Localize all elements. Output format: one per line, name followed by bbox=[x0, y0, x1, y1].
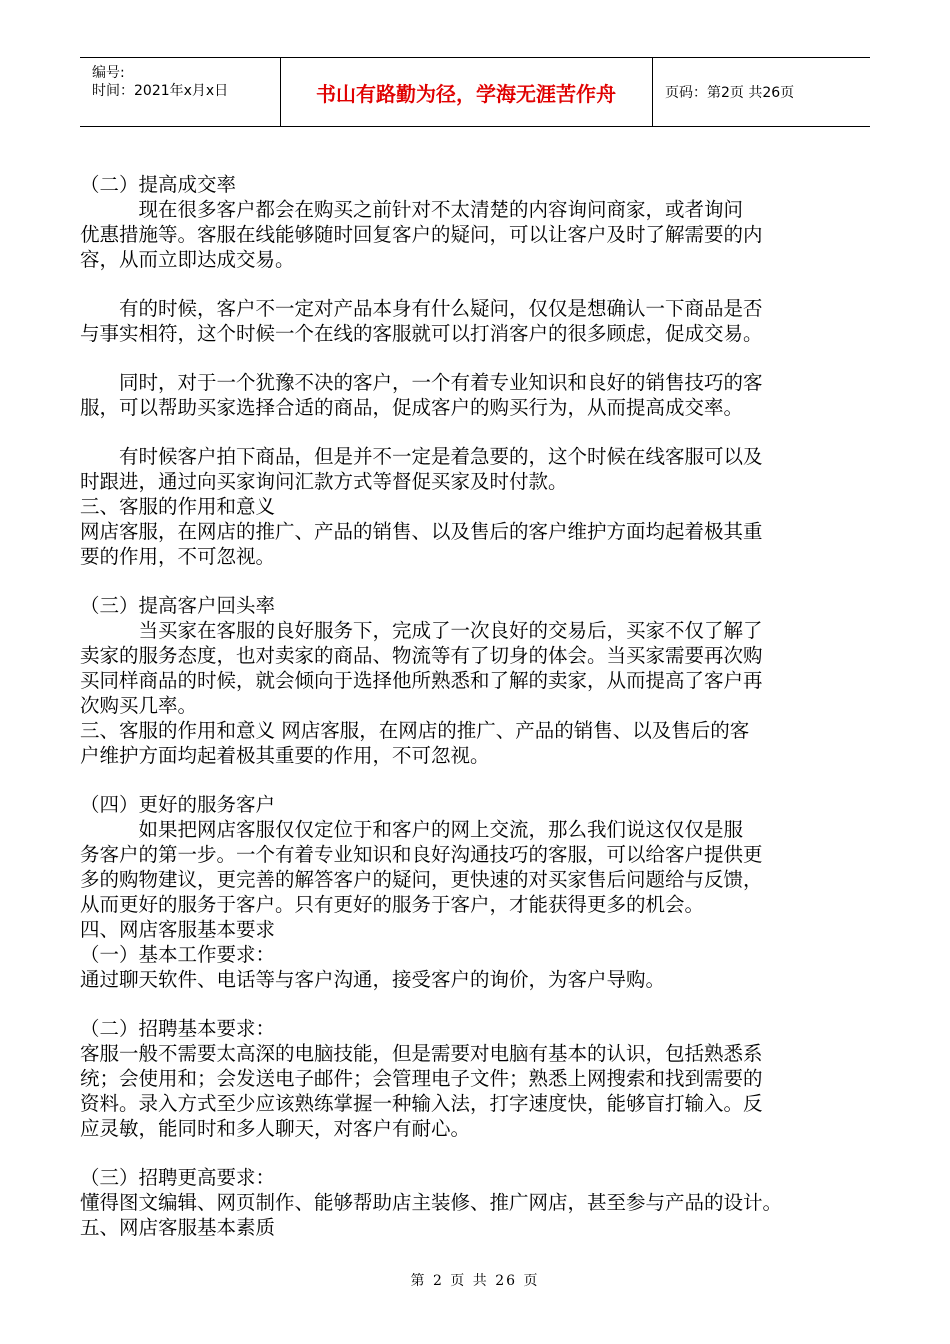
paragraph-gap bbox=[80, 1141, 875, 1165]
text-line: 买同样商品的时候，就会倾向于选择他所熟悉和了解的卖家，从而提高了客户再 bbox=[80, 669, 763, 692]
text-line: 优惠措施等。客服在线能够随时回复客户的疑问，可以让客户及时了解需要的内 bbox=[80, 223, 763, 246]
text-line: 应灵敏，能同时和多人聊天，对客户有耐心。 bbox=[80, 1117, 471, 1140]
text-line: （二）提高成交率 bbox=[80, 173, 237, 196]
text-line: 三、客服的作用和意义 bbox=[80, 495, 276, 518]
text-line: 通过聊天软件、电话等与客户沟通，接受客户的询价，为客户导购。 bbox=[80, 968, 666, 991]
header-page-info: 页码：第2页 共26页 bbox=[665, 85, 795, 101]
text-line: 卖家的服务态度，也对卖家的商品、物流等有了切身的体会。当买家需要再次购 bbox=[80, 644, 763, 667]
paragraph-gap bbox=[80, 346, 875, 370]
text-line: 与事实相符，这个时候一个在线的客服就可以打消客户的很多顾虑，促成交易。 bbox=[80, 322, 763, 345]
text-line: 户维护方面均起着极其重要的作用，不可忽视。 bbox=[80, 744, 490, 767]
text-line: 资料。录入方式至少应该熟练掌握一种输入法，打字速度快，能够盲打输入。反 bbox=[80, 1092, 763, 1115]
text-line: 同时，对于一个犹豫不决的客户，一个有着专业知识和良好的销售技巧的客 bbox=[80, 371, 763, 394]
time-label: 时间：2021年x月x日 bbox=[92, 83, 229, 99]
text-line: 客服一般不需要太高深的电脑技能，但是需要对电脑有基本的认识，包括熟悉系 bbox=[80, 1042, 763, 1065]
paragraph-gap bbox=[80, 569, 875, 593]
text-line: （三）提高客户回头率 bbox=[80, 594, 276, 617]
text-line: 当买家在客服的良好服务下，完成了一次良好的交易后，买家不仅了解了 bbox=[80, 619, 763, 642]
text-line: 服，可以帮助买家选择合适的商品，促成客户的购买行为，从而提高成交率。 bbox=[80, 396, 744, 419]
text-line: 如果把网店客服仅仅定位于和客户的网上交流，那么我们说这仅仅是服 bbox=[80, 818, 744, 841]
text-line: 从而更好的服务于客户。只有更好的服务于客户，才能获得更多的机会。 bbox=[80, 893, 705, 916]
text-line: 现在很多客户都会在购买之前针对不太清楚的内容询问商家，或者询问 bbox=[80, 198, 744, 221]
text-line: （一）基本工作要求： bbox=[80, 943, 276, 966]
header-motto: 书山有路勤为径，学海无涯苦作舟 bbox=[316, 81, 616, 106]
text-line: 要的作用，不可忽视。 bbox=[80, 545, 276, 568]
text-line: 懂得图文编辑、网页制作、能够帮助店主装修、推广网店，甚至参与产品的设计。 bbox=[80, 1191, 783, 1214]
text-line: 三、客服的作用和意义 网店客服，在网店的推广、产品的销售、以及售后的客 bbox=[80, 719, 750, 742]
text-line: 次购买几率。 bbox=[80, 694, 198, 717]
text-line: 时跟进，通过向买家询问汇款方式等督促买家及时付款。 bbox=[80, 470, 568, 493]
text-line: 五、网店客服基本素质 bbox=[80, 1216, 276, 1239]
text-line: 有时候客户拍下商品，但是并不一定是着急要的，这个时候在线客服可以及 bbox=[80, 445, 763, 468]
text-line: （二）招聘基本要求： bbox=[80, 1017, 276, 1040]
text-line: 统；会使用和；会发送电子邮件；会管理电子文件；熟悉上网搜索和找到需要的 bbox=[80, 1067, 763, 1090]
text-line: 四、网店客服基本要求 bbox=[80, 918, 276, 941]
document-header bbox=[80, 57, 870, 127]
text-line: 容，从而立即达成交易。 bbox=[80, 248, 295, 271]
paragraph-gap bbox=[80, 272, 875, 296]
text-line: 多的购物建议，更完善的解答客户的疑问，更快速的对买家售后问题给与反馈， bbox=[80, 868, 763, 891]
page-footer: 第 2 页 共 26 页 bbox=[410, 1273, 540, 1289]
text-line: （四）更好的服务客户 bbox=[80, 793, 276, 816]
text-line: （三）招聘更高要求： bbox=[80, 1166, 276, 1189]
header-divider bbox=[652, 58, 653, 126]
text-line: 网店客服，在网店的推广、产品的销售、以及售后的客户维护方面均起着极其重 bbox=[80, 520, 763, 543]
number-label: 编号: bbox=[92, 65, 125, 81]
text-line: 有的时候，客户不一定对产品本身有什么疑问，仅仅是想确认一下商品是否 bbox=[80, 297, 763, 320]
paragraph-gap bbox=[80, 420, 875, 444]
paragraph-gap bbox=[80, 768, 875, 792]
paragraph-gap bbox=[80, 992, 875, 1016]
document-body bbox=[80, 172, 875, 1240]
header-meta-cell bbox=[80, 58, 280, 126]
text-line: 务客户的第一步。一个有着专业知识和良好沟通技巧的客服，可以给客户提供更 bbox=[80, 843, 763, 866]
